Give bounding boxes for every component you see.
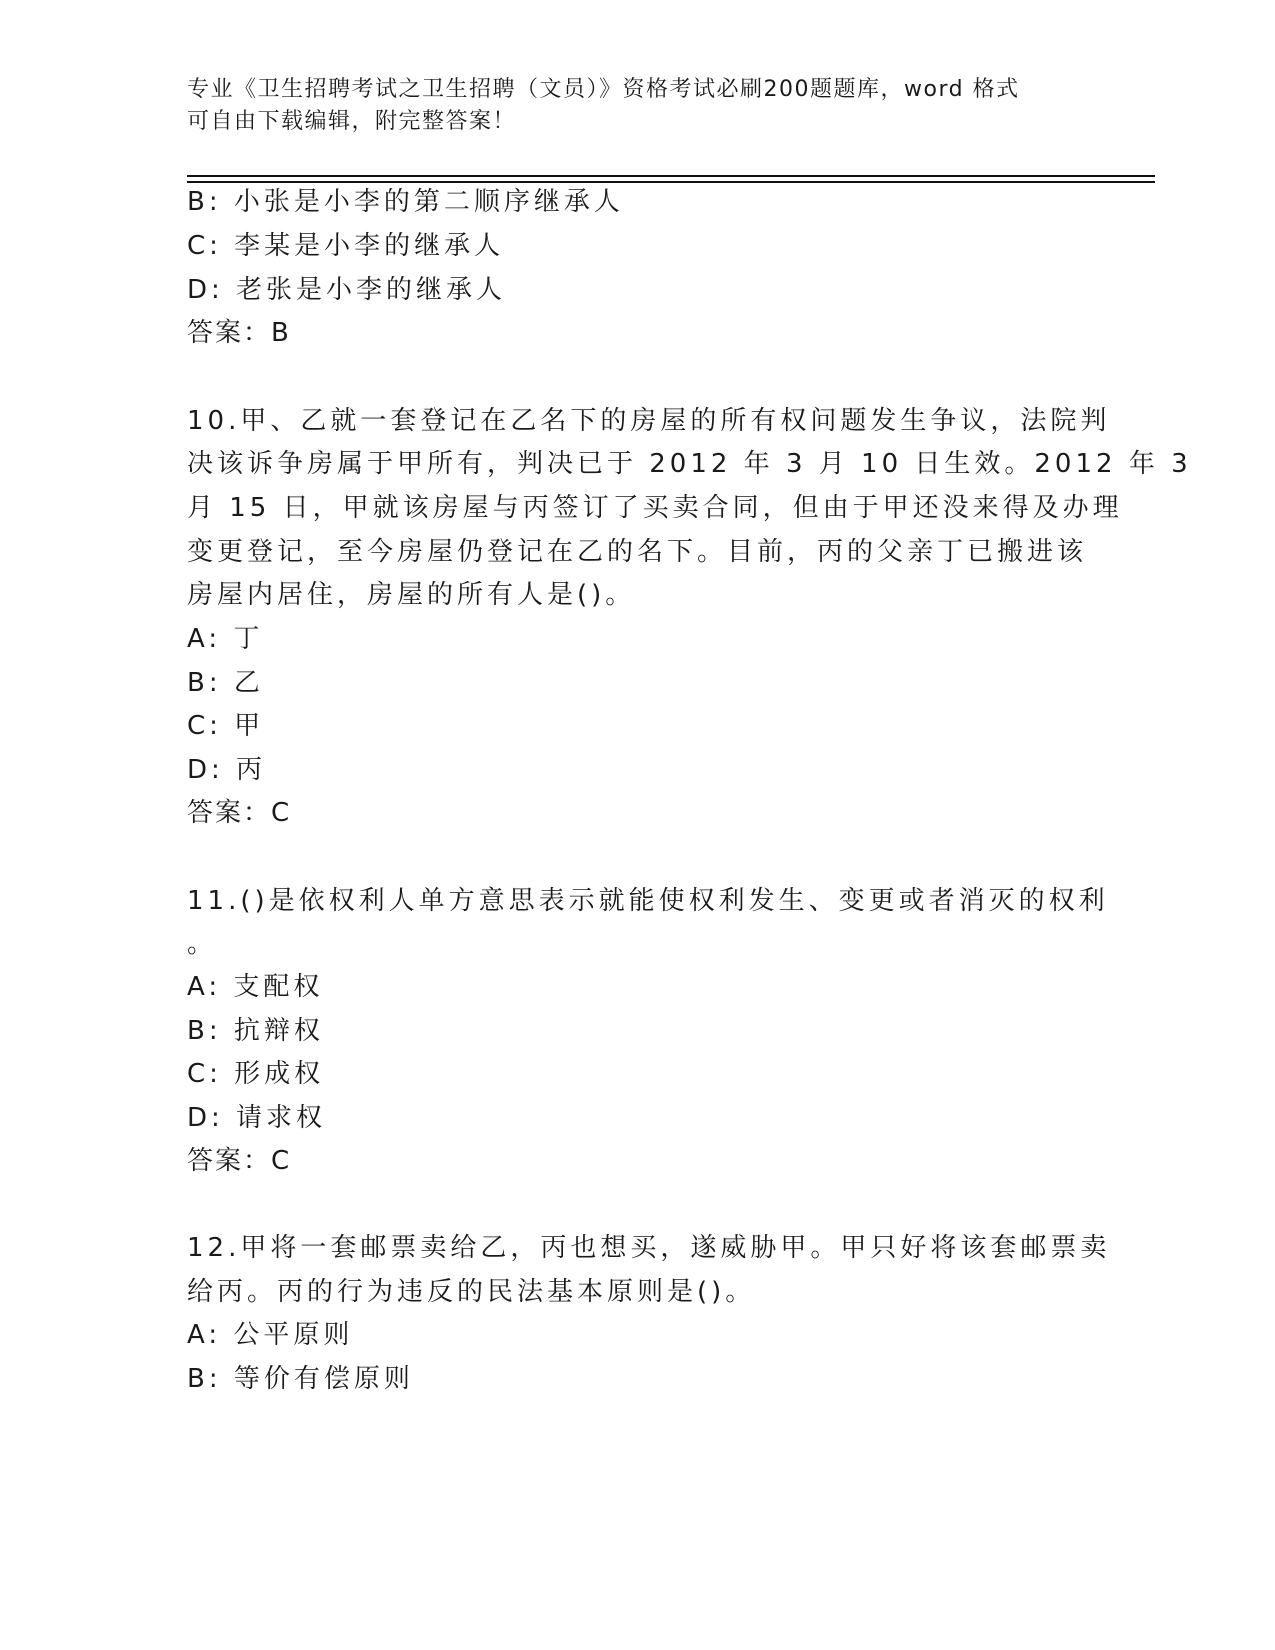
- q10-stem-line-4: 变更登记，至今房屋仍登记在乙的名下。目前，丙的父亲丁已搬进该: [187, 537, 1088, 567]
- answer-value: C: [271, 798, 291, 828]
- q10-option-c: C: 甲: [187, 711, 265, 741]
- q9-answer: [187, 317, 290, 349]
- q12-stem-line-1: 12.甲将一套邮票卖给乙，丙也想买，遂威胁甲。甲只好将该套邮票卖: [187, 1233, 1111, 1263]
- header-title-line-1: 专业《卫生招聘考试之卫生招聘（文员）》资格考试必刷200题题库，word 格式: [187, 77, 1020, 102]
- q9-option-b: B: 小张是小李的第二顺序继承人: [187, 187, 624, 217]
- q10-stem-line-2: 决该诉争房属于甲所有，判决已于 2012 年 3 月 10 日生效。2012 年 3: [187, 449, 1192, 479]
- q10-answer: [187, 797, 290, 829]
- q12-stem-line-2: 给丙。丙的行为违反的民法基本原则是()。: [187, 1277, 756, 1307]
- q12-option-a: A: 公平原则: [187, 1320, 354, 1350]
- answer-label: 答案：: [187, 1146, 272, 1176]
- q9-option-c: C: 李某是小李的继承人: [187, 231, 505, 261]
- answer-value: B: [271, 318, 290, 348]
- q10-stem-line-3: 月 15 日，甲就该房屋与丙签订了买卖合同，但由于甲还没来得及办理: [187, 493, 1123, 523]
- answer-label: 答案：: [187, 798, 272, 828]
- q11-option-d: D: 请求权: [187, 1103, 327, 1133]
- q10-option-d: D: 丙: [187, 755, 267, 785]
- q11-option-c: C: 形成权: [187, 1059, 325, 1089]
- q9-option-d: D: 老张是小李的继承人: [187, 275, 507, 305]
- q11-stem-line-1: 11.()是依权利人单方意思表示就能使权利发生、变更或者消灭的权利: [187, 886, 1109, 916]
- answer-label: 答案：: [187, 318, 272, 348]
- q10-option-a: A: 丁: [187, 624, 264, 654]
- q11-stem-line-2: 。: [187, 929, 218, 959]
- header-divider-top: [187, 175, 1155, 177]
- q11-option-a: A: 支配权: [187, 972, 324, 1002]
- document-header: [187, 74, 1067, 138]
- q10-stem-line-5: 房屋内居住，房屋的所有人是()。: [187, 580, 636, 610]
- header-divider-bottom: [187, 181, 1155, 183]
- header-title-line-2: 可自由下载编辑，附完整答案！: [187, 109, 517, 134]
- q12-option-b: B: 等价有偿原则: [187, 1364, 414, 1394]
- answer-value: C: [271, 1146, 291, 1176]
- q11-option-b: B: 抗辩权: [187, 1016, 324, 1046]
- q10-stem-line-1: 10.甲、乙就一套登记在乙名下的房屋的所有权问题发生争议，法院判: [187, 406, 1111, 436]
- q11-answer: [187, 1145, 290, 1177]
- q10-option-b: B: 乙: [187, 668, 264, 698]
